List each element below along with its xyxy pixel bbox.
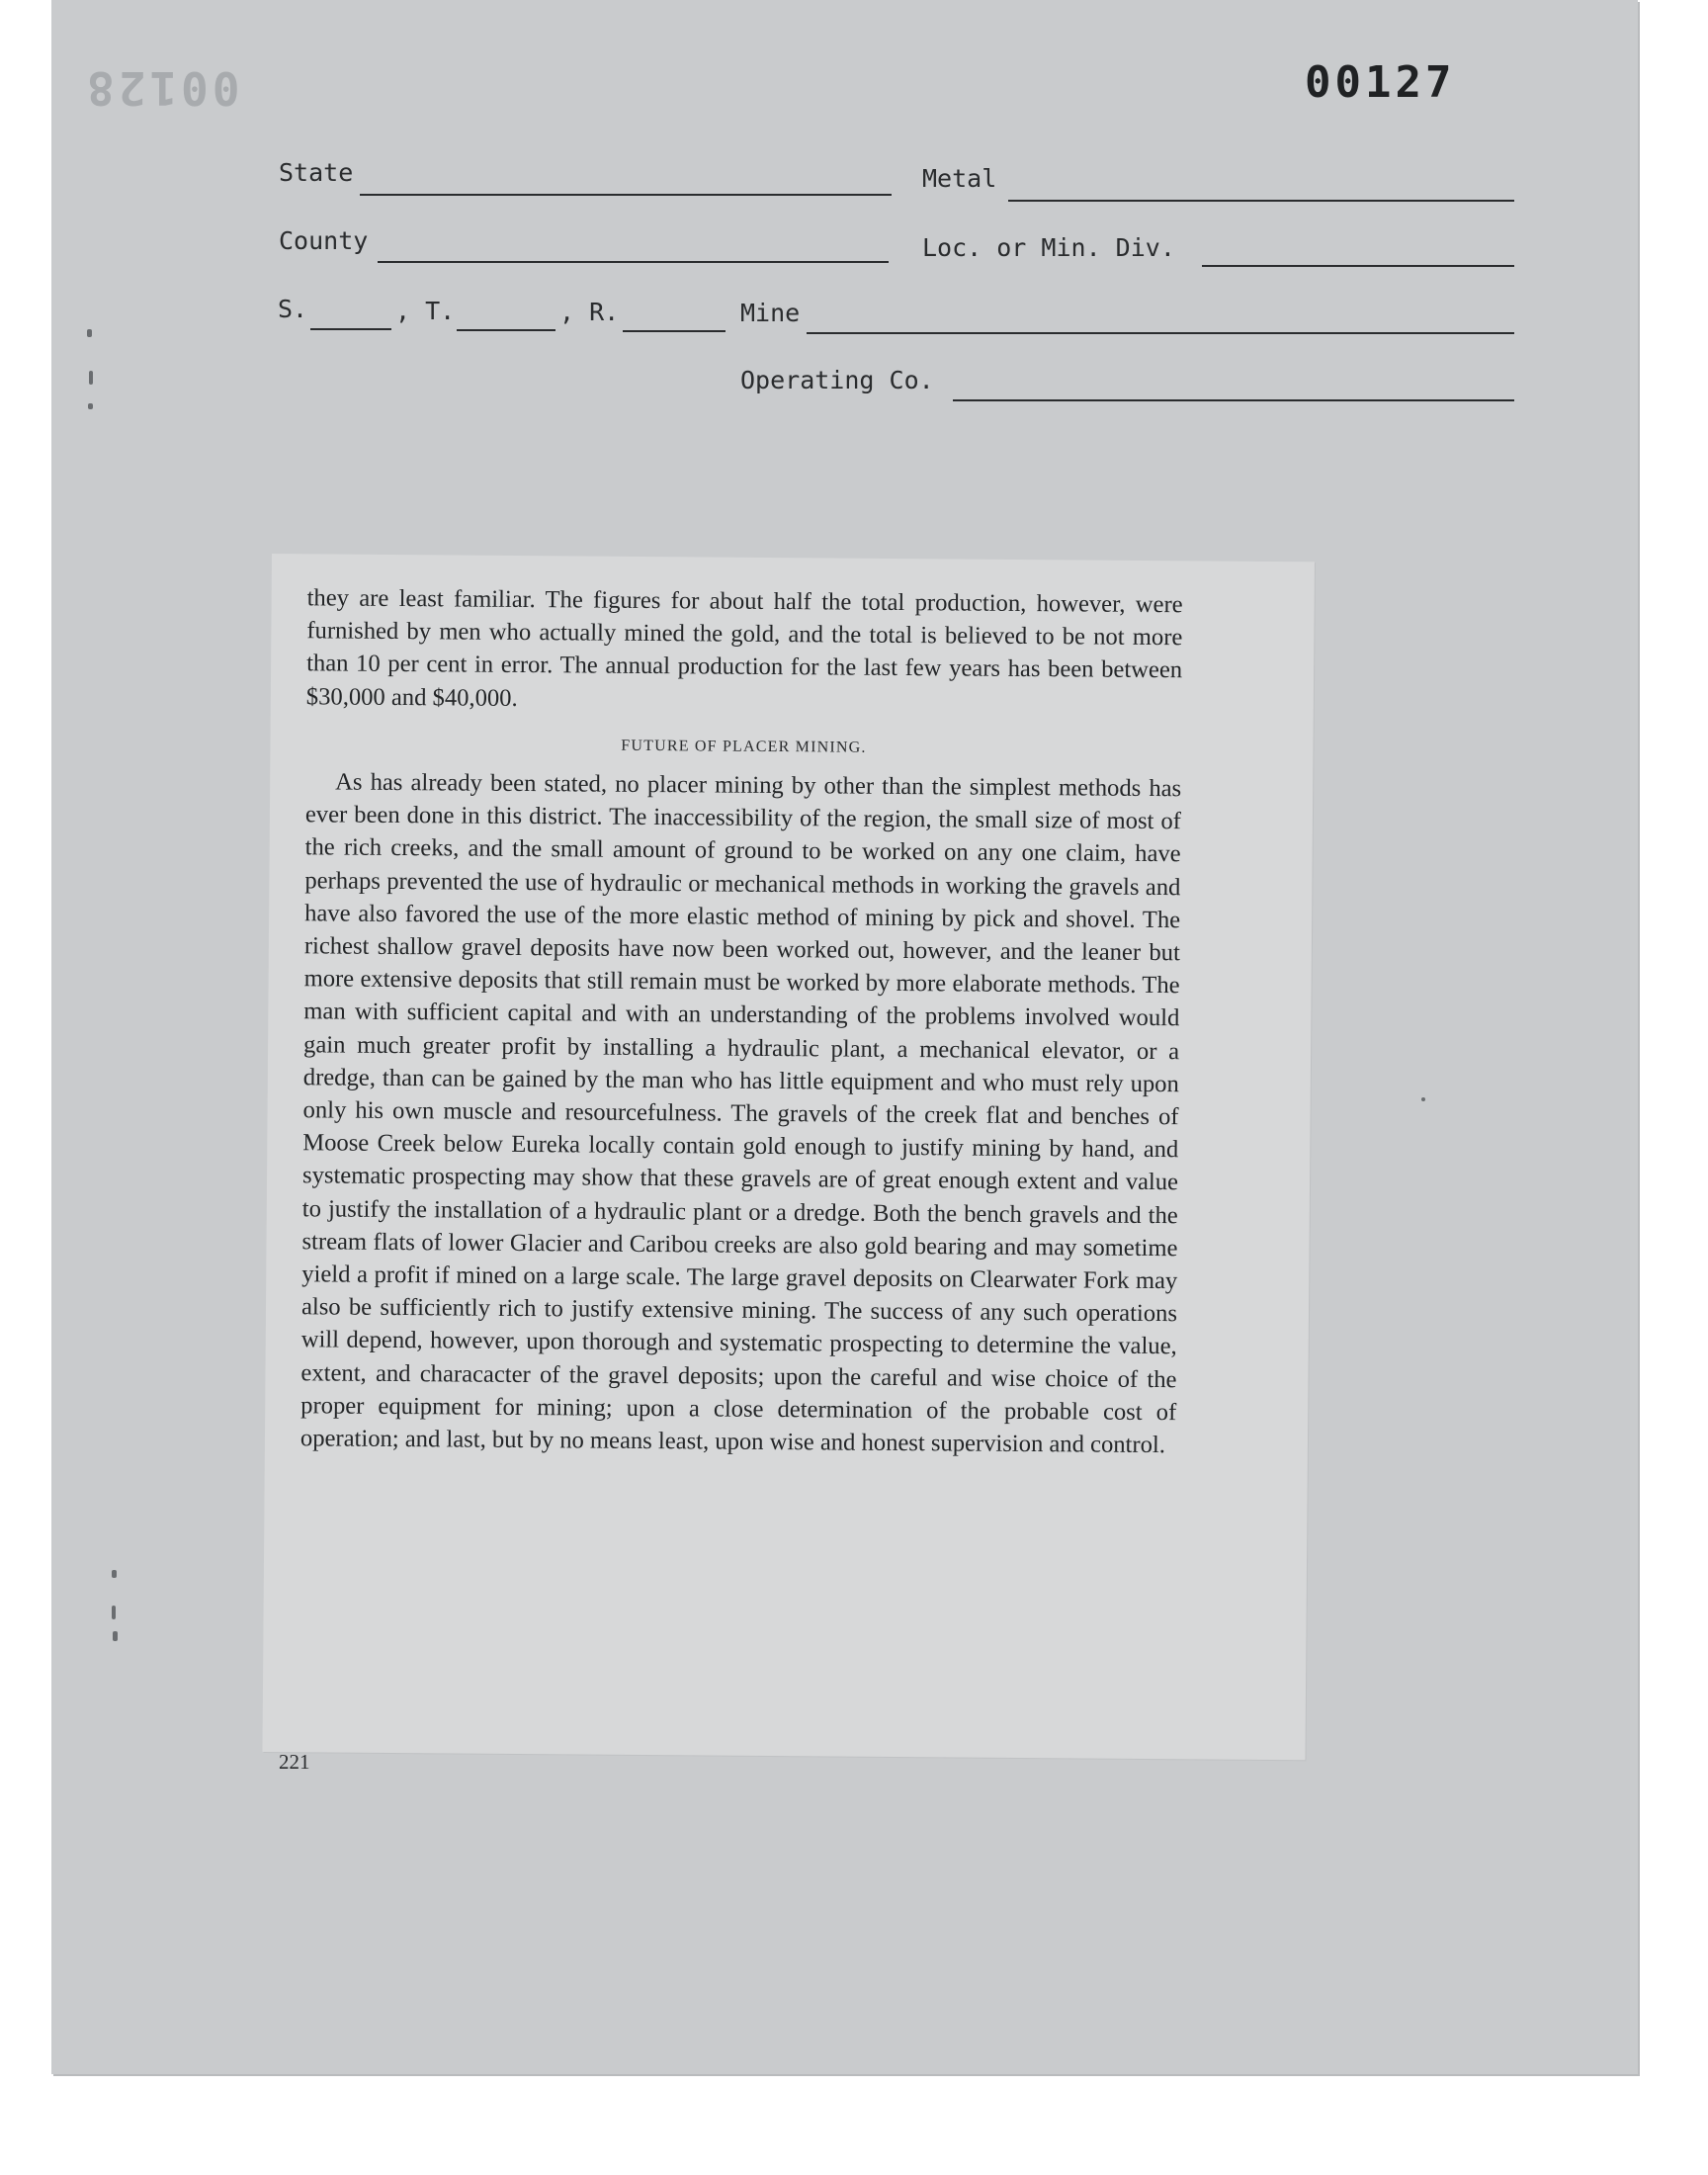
scan-mark [112, 1570, 117, 1578]
county-label: County [279, 226, 369, 255]
range-field[interactable] [623, 330, 726, 332]
range-label: , R. [559, 298, 620, 326]
state-label: State [279, 158, 354, 187]
section-field[interactable] [310, 328, 391, 330]
scan-mark [113, 1631, 118, 1641]
scan-mark [1421, 1097, 1425, 1101]
scan-mark [87, 329, 92, 337]
operating-co-label: Operating Co. [740, 366, 934, 394]
loc-min-div-field[interactable] [1202, 265, 1514, 267]
township-field[interactable] [457, 329, 555, 331]
clipping-text [300, 581, 1183, 1461]
serial-number-bleed: 00128 [83, 61, 240, 115]
scan-mark [112, 1606, 116, 1619]
metal-field[interactable] [1008, 200, 1514, 202]
section-label: S. [278, 295, 308, 323]
metal-label: Metal [922, 164, 997, 193]
scan-mark [88, 403, 93, 409]
county-field[interactable] [378, 261, 889, 263]
state-field[interactable] [360, 194, 892, 196]
loc-min-div-label: Loc. or Min. Div. [922, 233, 1175, 262]
section-heading: FUTURE OF PLACER MINING. [621, 737, 867, 756]
township-label: , T. [395, 297, 456, 325]
body-paragraph: As has already been stated, no placer mining by other than the simplest methods has ever been done in this district. The inaccessibility of the region, the small size of most of the rich creeks, and the small amount of ground to be worked on any one claim, have perhaps prevented the use of hydraulic or mechanical methods in working the gravels and have also favored the use of the more elastic method of mining by pick and shovel. The richest shallow gravel deposits have now been worked out, however, and the leaner but more extensive deposits that still remain must be worked by more elaborate methods. The man with sufficient capital and with an understanding of the problems involved would gain much greater profit by installing a hydraulic plant, a mechanical elevator, or a dredge, than can be gained by the man who has little equipment and who must rely upon only his own muscle and resourcefulness. The gravels of the creek flat and benches of Moose Creek below Eureka locally contain gold enough to justify mining by hand, and systematic prospecting may show that these gravels are of great enough extent and value to justify the installation of a hydraulic plant or a dredge. Both the bench gravels and the stream flats of lower Glacier and Caribou creeks are also gold bearing and may sometime yield a profit if mined on a large scale. The large gravel deposits on Clearwater Fork may also be sufficiently rich to justify extensive mining. The success of any such operations will depend, however, upon thorough and systematic prospecting to determine the value, extent, and characacter of the gravel deposits; upon the careful and wise choice of the proper equipment for mining; upon a close determination of the probable cost of operation; and last, but by no means least, upon wise and honest supervision and control. [299, 768, 1182, 1459]
scan-mark [89, 371, 93, 385]
intro-paragraph: they are least familiar. The figures for about half the total production, however, were furnished by men who actually mined the gold, and the total is believed to be not more than 10 per cent in error. The annual production for the last few years has been between $30,000 and $40,000. [305, 584, 1183, 712]
serial-number: 00127 [1305, 57, 1456, 108]
page-number: 221 [279, 1750, 310, 1774]
operating-co-field[interactable] [953, 399, 1514, 401]
mine-field[interactable] [807, 332, 1514, 334]
mine-label: Mine [740, 299, 801, 327]
pasted-clipping [262, 554, 1314, 1760]
